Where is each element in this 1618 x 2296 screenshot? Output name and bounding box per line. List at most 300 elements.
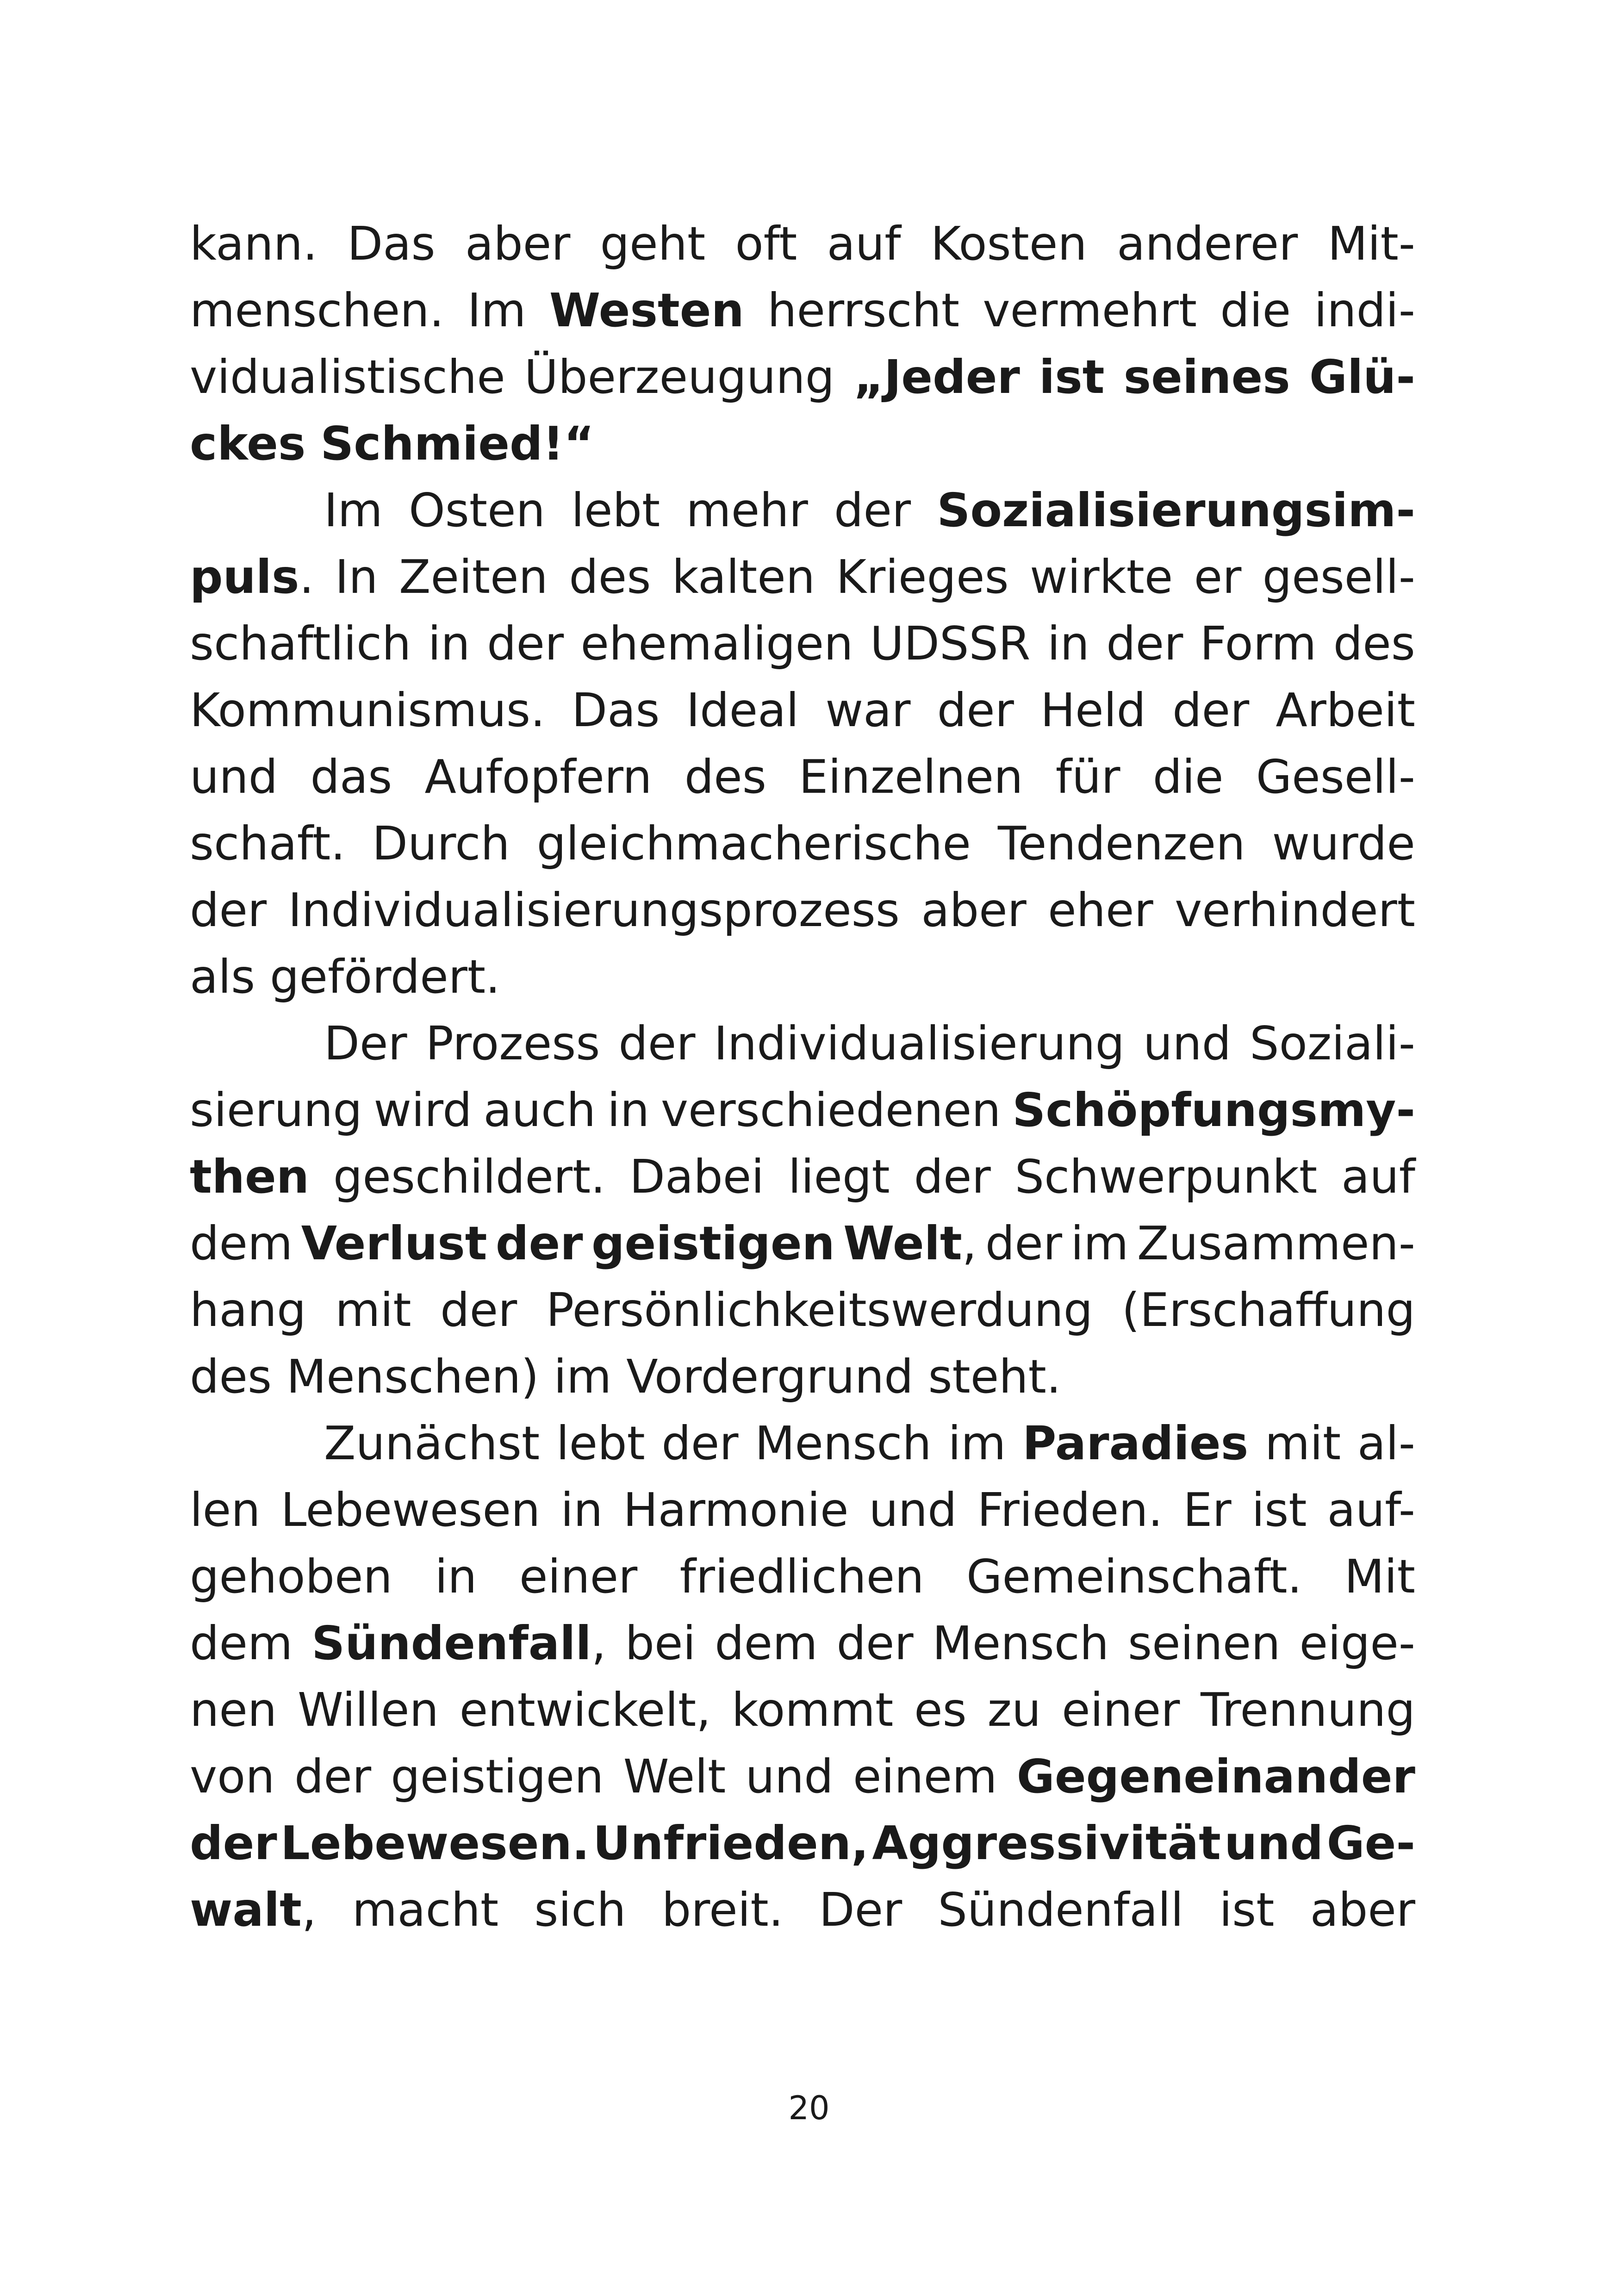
word: [190, 1077, 362, 1144]
word: [1194, 544, 1242, 610]
text-line: [190, 277, 1415, 344]
word-text: steht.: [928, 1350, 1061, 1404]
word: [1015, 1144, 1318, 1210]
word: [190, 1344, 272, 1410]
word-text: von: [190, 1749, 275, 1804]
word: [190, 1543, 392, 1610]
word-text: der: [937, 683, 1014, 737]
text-line: [190, 1144, 1415, 1210]
word-text: al-: [1357, 1416, 1415, 1470]
text-line: [190, 1410, 1415, 1477]
word-text: als: [190, 950, 255, 1004]
word-text: Gesell-: [1256, 750, 1415, 804]
text-line: [190, 1077, 1415, 1144]
word: [272, 1344, 539, 1410]
word: [391, 1743, 604, 1810]
word-text: Mensch: [932, 1616, 1109, 1670]
word: [1039, 344, 1105, 411]
bold-word-text: ist: [1039, 350, 1105, 404]
word-text: war: [825, 683, 911, 737]
body-text: [190, 211, 1415, 1943]
word-text: ,: [962, 1216, 977, 1270]
word: [1153, 744, 1224, 810]
word: [440, 1277, 517, 1344]
word-text: Dabei: [629, 1150, 765, 1204]
word-text: eige-: [1299, 1616, 1415, 1670]
word: [190, 211, 317, 277]
word-text: für: [1055, 750, 1120, 804]
word-text: kalten: [672, 550, 815, 604]
word-text: des: [569, 550, 651, 604]
word-text: ist: [1251, 1483, 1307, 1537]
word-text: Gemeinschaft.: [966, 1549, 1302, 1604]
word-text: gleichmacherische: [536, 816, 971, 871]
word: [686, 477, 808, 544]
word-text: Menschen): [286, 1350, 539, 1404]
word: [623, 1477, 848, 1543]
word: [190, 1743, 275, 1810]
word: [1117, 211, 1298, 277]
word: [985, 1210, 1062, 1277]
word-text: sierung: [190, 1083, 362, 1137]
word: [409, 477, 545, 544]
word-text: zu: [987, 1683, 1041, 1737]
word: [825, 677, 910, 744]
word-text: Kosten: [930, 217, 1087, 271]
word-text: oft: [735, 217, 797, 271]
word: [347, 211, 435, 277]
word-text: dem: [715, 1616, 818, 1670]
bold-word-text: puls: [190, 550, 299, 604]
bold-word-text: Westen: [549, 283, 744, 337]
word-text: in: [428, 616, 470, 671]
bold-word-text: ckes: [190, 417, 306, 471]
word-text: lebt: [571, 483, 660, 537]
word-text: aber: [1310, 1883, 1415, 1937]
word: [998, 810, 1245, 877]
word: [661, 1077, 1001, 1144]
word: [872, 1810, 1221, 1877]
word: [465, 211, 570, 277]
word: [572, 677, 660, 744]
word: [1220, 277, 1291, 344]
word-text: mit: [335, 1283, 411, 1337]
word-text: len: [190, 1483, 261, 1537]
word-text: in: [435, 1549, 477, 1604]
word: [672, 544, 815, 610]
text-line: [190, 1677, 1415, 1743]
word: [1048, 877, 1153, 944]
word-text: anderer: [1117, 217, 1298, 271]
word: [819, 1877, 902, 1943]
word: [685, 744, 766, 810]
text-line: [190, 344, 1415, 411]
bold-word-text: Verlust: [301, 1216, 487, 1270]
word: [460, 1677, 711, 1743]
word-text: Im: [467, 283, 526, 337]
word-text: ,: [301, 1883, 317, 1937]
text-line: [190, 1743, 1415, 1810]
text-line: [190, 1610, 1415, 1677]
word: [1300, 1610, 1415, 1677]
word-text: in: [607, 1083, 650, 1137]
word-text: ,: [591, 1616, 606, 1670]
word-text: vermehrt: [983, 283, 1197, 337]
word: [1314, 277, 1415, 344]
word-text: und: [190, 750, 278, 804]
word: [190, 544, 314, 610]
word-text: Tendenzen: [997, 816, 1245, 871]
word: [190, 1877, 317, 1943]
word-text: UDSSR: [870, 616, 1031, 671]
word-text: auf-: [1327, 1483, 1415, 1537]
word: [714, 1010, 1125, 1077]
word: [1256, 744, 1415, 810]
word-text: im: [1070, 1216, 1129, 1270]
word-text: der: [836, 1616, 914, 1670]
text-line: [190, 211, 1415, 277]
word-text: im: [948, 1416, 1006, 1470]
bold-word-text: und: [1224, 1816, 1324, 1870]
word-text: Frieden.: [977, 1483, 1163, 1537]
text-line: [190, 1010, 1415, 1077]
bold-word-text: Schmied!“: [320, 417, 594, 471]
word-text: gehoben: [190, 1549, 392, 1604]
word: [335, 1277, 411, 1344]
word-text: der: [1172, 683, 1250, 737]
word-text: mehr: [686, 483, 808, 537]
word-text: der: [985, 1216, 1063, 1270]
word: [546, 1277, 1093, 1344]
word: [190, 1477, 261, 1543]
word: [288, 877, 900, 944]
word: [1200, 610, 1317, 677]
word: [662, 1877, 784, 1943]
text-line: [190, 411, 1415, 477]
word-text: hang: [190, 1283, 306, 1337]
word-text: Held: [1040, 683, 1146, 737]
text-line: [190, 1543, 1415, 1610]
word: [966, 1543, 1302, 1610]
word: [399, 544, 548, 610]
bold-word-text: then: [190, 1150, 310, 1204]
word: [496, 1210, 583, 1277]
word: [1022, 1410, 1248, 1477]
word: [607, 1077, 649, 1144]
word: [1062, 1677, 1180, 1743]
word-text: Zusammen-: [1137, 1216, 1415, 1270]
bold-word-text: seines: [1123, 350, 1290, 404]
word-text: entwickelt,: [459, 1683, 711, 1737]
word-text: der: [661, 1416, 739, 1470]
word: [1122, 1277, 1415, 1344]
word-text: In: [335, 550, 378, 604]
word: [190, 810, 345, 877]
word-text: aber: [465, 217, 571, 271]
text-line: [190, 810, 1415, 877]
word: [1344, 1543, 1415, 1610]
word: [611, 1344, 913, 1410]
word: [931, 211, 1087, 277]
word: [686, 677, 799, 744]
word: [680, 1543, 924, 1610]
text-line: [190, 1210, 1415, 1277]
word-text: geistigen: [391, 1749, 604, 1804]
word: [1201, 1677, 1415, 1743]
word: [1124, 344, 1290, 411]
word: [487, 610, 564, 677]
text-line: [190, 1277, 1415, 1344]
word: [1263, 544, 1415, 610]
word: [661, 1410, 738, 1477]
word: [1047, 610, 1089, 677]
word-text: ehemaligen: [580, 616, 853, 671]
word-text: Arbeit: [1276, 683, 1415, 737]
word: [853, 1743, 997, 1810]
word: [190, 677, 545, 744]
word-text: und: [745, 1749, 834, 1804]
word-text: Lebewesen: [280, 1483, 541, 1537]
word: [618, 1010, 695, 1077]
word: [190, 1144, 309, 1210]
word: [869, 1477, 957, 1543]
word-text: Das: [347, 217, 436, 271]
word-text: Sündenfall: [938, 1883, 1184, 1937]
word: [580, 610, 853, 677]
bold-word-text: Sozialisierungsim-: [937, 483, 1415, 537]
word: [571, 477, 660, 544]
word: [932, 1610, 1109, 1677]
word: [298, 1677, 439, 1743]
word: [827, 211, 901, 277]
page-number: 20: [788, 2089, 830, 2127]
text-line: [190, 1477, 1415, 1543]
word: [190, 610, 411, 677]
word-text: friedlichen: [679, 1549, 924, 1604]
bold-word-text: geistigen: [591, 1216, 835, 1270]
word: [560, 1477, 603, 1543]
word: [623, 1743, 726, 1810]
text-line: [190, 744, 1415, 810]
word-text: Soziali-: [1250, 1016, 1415, 1070]
text-line: [190, 1344, 1415, 1410]
word: [983, 277, 1197, 344]
word-text: wurde: [1272, 816, 1415, 871]
word: [294, 1743, 371, 1810]
word: [715, 1610, 817, 1677]
word-text: Individualisierungsprozess: [288, 883, 900, 937]
word: [836, 1610, 913, 1677]
word-text: Vordergrund: [626, 1350, 914, 1404]
word: [190, 1210, 292, 1277]
word: [1327, 1477, 1415, 1543]
word: [836, 544, 1009, 610]
word-text: Das: [572, 683, 660, 737]
word: [948, 1410, 1006, 1477]
word-text: Form: [1200, 616, 1317, 671]
word: [755, 1410, 932, 1477]
word: [1128, 1610, 1281, 1677]
word: [190, 877, 267, 944]
word-text: herrscht: [767, 283, 960, 337]
word-text: es: [914, 1683, 967, 1737]
word: [301, 1210, 487, 1277]
word: [1040, 677, 1146, 744]
word: [190, 944, 255, 1010]
word: [467, 277, 526, 344]
word-text: .: [299, 550, 314, 604]
word-text: nen: [190, 1683, 277, 1737]
word: [1333, 610, 1415, 677]
word-text: der: [834, 483, 911, 537]
word-text: in: [560, 1483, 603, 1537]
word: [1309, 344, 1415, 411]
word-text: Einzelnen: [799, 750, 1023, 804]
word-text: Mensch: [755, 1416, 932, 1470]
word: [629, 1144, 764, 1210]
word: [305, 411, 594, 477]
word: [190, 1610, 292, 1677]
word: [1070, 1210, 1128, 1277]
word: [190, 277, 444, 344]
word-text: der: [1106, 616, 1183, 671]
word-text: Durch: [372, 816, 510, 871]
word-text: Der: [324, 1016, 407, 1070]
bold-word-text: Aggressivität: [872, 1816, 1221, 1870]
word: [324, 1010, 407, 1077]
word-text: einer: [1062, 1683, 1180, 1737]
word: [190, 411, 305, 477]
word-text: schaftlich: [190, 616, 411, 671]
bold-word-text: Schöpfungsmy-: [1012, 1083, 1415, 1137]
word: [352, 1877, 498, 1943]
word-text: Der: [819, 1883, 902, 1937]
word-text: Persönlichkeitswerdung: [546, 1283, 1093, 1337]
word: [1251, 1477, 1307, 1543]
word: [1327, 1810, 1415, 1877]
word: [569, 544, 651, 610]
word-text: indi-: [1314, 283, 1415, 337]
word: [537, 810, 971, 877]
word-text: sich: [534, 1883, 626, 1937]
word: [373, 1077, 472, 1144]
word: [591, 1210, 835, 1277]
bold-word-text: Glü-: [1309, 350, 1415, 404]
word-text: auf: [1341, 1150, 1415, 1204]
word: [310, 744, 392, 810]
word-text: Ideal: [686, 683, 799, 737]
word-text: ist: [1219, 1883, 1275, 1937]
word: [1224, 1810, 1323, 1877]
word: [788, 1144, 890, 1210]
word-text: Kommunismus.: [190, 683, 545, 737]
bold-word-text: der: [495, 1216, 583, 1270]
word: [987, 1677, 1041, 1743]
word-text: auch: [483, 1083, 596, 1137]
word-text: Individualisierung: [714, 1016, 1125, 1070]
word-text: und: [1143, 1016, 1232, 1070]
bold-word-text: walt: [190, 1883, 302, 1937]
text-line: [190, 677, 1415, 744]
word-text: geschildert.: [333, 1150, 606, 1204]
word-text: Harmonie: [623, 1483, 849, 1537]
word-text: das: [310, 750, 392, 804]
word-text: der: [618, 1016, 696, 1070]
word: [1341, 1144, 1415, 1210]
word-text: eher: [1048, 883, 1153, 937]
word-text: wirkte: [1029, 550, 1173, 604]
bold-word-text: Sündenfall: [311, 1616, 591, 1670]
word-text: liegt: [788, 1150, 890, 1204]
word-text: lebt: [556, 1416, 645, 1470]
word: [333, 1144, 605, 1210]
word: [938, 1877, 1183, 1943]
word: [853, 344, 1020, 411]
word-text: im: [554, 1350, 612, 1404]
word: [735, 211, 797, 277]
word-text: geht: [600, 217, 706, 271]
word: [1250, 1010, 1415, 1077]
word-text: Prozess: [425, 1016, 600, 1070]
word-text: und: [869, 1483, 957, 1537]
word-text: kann.: [190, 217, 317, 271]
word-text: auf: [827, 217, 901, 271]
word-text: einer: [519, 1549, 638, 1604]
word: [549, 277, 744, 344]
word: [324, 477, 383, 544]
word: [767, 277, 959, 344]
word-text: bei: [625, 1616, 696, 1670]
word-text: Zunächst: [324, 1416, 540, 1470]
word: [937, 677, 1014, 744]
word: [1265, 1410, 1341, 1477]
word: [335, 544, 378, 610]
bold-word-text: der: [190, 1816, 277, 1870]
word: [524, 344, 834, 411]
word: [190, 744, 278, 810]
word-text: der: [190, 883, 267, 937]
word-text: Willen: [298, 1683, 439, 1737]
word-text: macht: [352, 1883, 499, 1937]
word: [914, 1677, 967, 1743]
word-text: Im: [324, 483, 383, 537]
word: [534, 1877, 626, 1943]
word-text: die: [1152, 750, 1224, 804]
word-text: Zeiten: [399, 550, 548, 604]
word: [1172, 677, 1249, 744]
word: [281, 1477, 541, 1543]
bold-word-text: Welt: [843, 1216, 962, 1270]
word: [483, 1077, 596, 1144]
word: [539, 1344, 611, 1410]
word-text: des: [190, 1350, 272, 1404]
word-text: Er: [1183, 1483, 1232, 1537]
word: [914, 1144, 991, 1210]
word-text: seinen: [1128, 1616, 1281, 1670]
word: [1017, 1743, 1415, 1810]
word-text: wird: [373, 1083, 472, 1137]
bold-word-text: Gegeneinander: [1016, 1749, 1415, 1804]
word: [593, 1810, 869, 1877]
bold-word-text: „Jeder: [853, 350, 1020, 404]
word-text: verschiedenen: [660, 1083, 1001, 1137]
bold-word-text: Paradies: [1022, 1416, 1249, 1470]
text-line: [190, 477, 1415, 544]
word-text: des: [1333, 616, 1415, 671]
word: [190, 1810, 277, 1877]
word-text: die: [1220, 283, 1291, 337]
word: [311, 1610, 606, 1677]
